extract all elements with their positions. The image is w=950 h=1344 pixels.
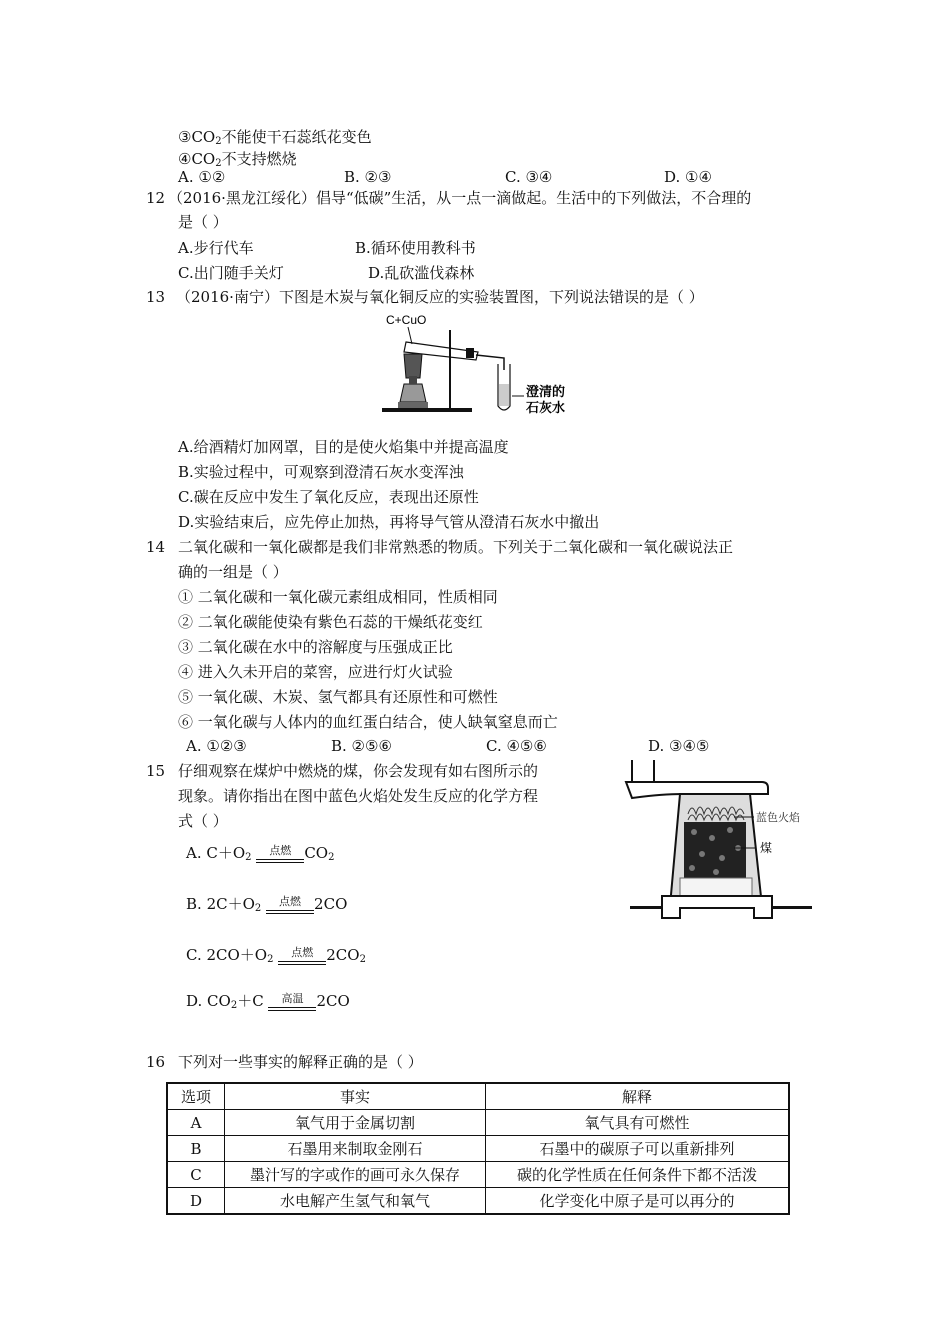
q15-number: 15 <box>146 762 166 780</box>
table-cell: 氧气用于金属切割 <box>225 1110 486 1136</box>
q14-text-line2: 确的一组是（ ） <box>178 563 288 581</box>
table-cell: A <box>167 1110 225 1136</box>
table-row <box>167 1136 789 1162</box>
table-cell: 石墨用来制取金刚石 <box>225 1136 486 1162</box>
reaction-condition-arrow: 点燃 <box>266 895 314 915</box>
table-row <box>167 1188 789 1215</box>
figure-label-coal: 煤 <box>760 841 773 855</box>
figure-label-limewater-1: 澄清的 <box>526 384 566 399</box>
q12-option-b: B.循环使用教科书 <box>355 239 476 257</box>
q11-option-d: D. ①④ <box>664 168 712 186</box>
table-row <box>167 1110 789 1136</box>
q13-option-d: D.实验结束后，应先停止加热，再将导气管从澄清石灰水中撤出 <box>178 513 600 531</box>
reaction-condition-arrow: 高温 <box>268 992 316 1012</box>
q15-text-line3: 式（ ） <box>178 812 228 830</box>
q15-option-d: D. $CO_2+C$ 高温 2CO <box>186 992 350 1011</box>
table-cell: 石墨中的碳原子可以重新排列 <box>486 1136 790 1162</box>
q12-option-d: D.乱砍滥伐森林 <box>368 264 475 282</box>
q11-statement-4: $④CO_2$不支持燃烧 <box>178 150 297 169</box>
q14-option-c: C. ④⑤⑥ <box>486 737 547 755</box>
q16-number: 16 <box>146 1053 166 1071</box>
table-header-explanation: 解释 <box>486 1083 790 1110</box>
q15-text-line2: 现象。请你指出在图中蓝色火焰处发生反应的化学方程 <box>178 787 539 805</box>
table-cell: 水电解产生氢气和氧气 <box>225 1188 486 1215</box>
table-cell: D <box>167 1188 225 1215</box>
table-header-fact: 事实 <box>225 1083 486 1110</box>
q14-statement-3: ③ 二氧化碳在水中的溶解度与压强成正比 <box>178 638 453 656</box>
figure-label-blue-flame: 蓝色火焰 <box>756 812 800 824</box>
figure-label-c-cuo: C+CuO <box>386 313 427 327</box>
q15-option-c: C. $2CO+O_2$ 点燃 $2CO_2$ <box>186 946 366 965</box>
q11-option-c: C. ③④ <box>505 168 553 186</box>
figure-label-limewater-2: 石灰水 <box>526 400 566 415</box>
q11-statement-3: $③CO_2$不能使干石蕊纸花变色 <box>178 128 372 147</box>
q11-option-b: B. ②③ <box>344 168 392 186</box>
carbon-copper-oxide-apparatus-figure <box>378 310 578 420</box>
q14-statement-5: ⑤ 一氧化碳、木炭、氢气都具有还原性和可燃性 <box>178 688 498 706</box>
q15-option-b: B. $2C+O_2$ 点燃 2CO <box>186 895 348 914</box>
reaction-condition-arrow: 点燃 <box>278 946 326 966</box>
q12-number: 12 <box>146 189 166 207</box>
q14-text-line1: 二氧化碳和一氧化碳都是我们非常熟悉的物质。下列关于二氧化碳和一氧化碳说法正 <box>178 538 734 556</box>
q13-option-a: A.给酒精灯加网罩，目的是使火焰集中并提高温度 <box>178 438 509 456</box>
table-header-option: 选项 <box>167 1083 225 1110</box>
q13-option-c: C.碳在反应中发生了氧化反应，表现出还原性 <box>178 488 479 506</box>
table-cell: C <box>167 1162 225 1188</box>
q14-number: 14 <box>146 538 166 556</box>
q13-option-b: B.实验过程中，可观察到澄清石灰水变浑浊 <box>178 463 464 481</box>
coal-stove-figure <box>622 758 812 924</box>
facts-explanation-table <box>166 1082 790 1215</box>
q12-text-line1: （2016·黑龙江绥化）倡导“低碳”生活，从一点一滴做起。生活中的下列做法，不合理的 <box>168 189 752 207</box>
table-row <box>167 1162 789 1188</box>
table-header-row <box>167 1083 789 1110</box>
q14-option-b: B. ②⑤⑥ <box>331 737 392 755</box>
q12-option-a: A.步行代车 <box>178 239 254 257</box>
q14-option-d: D. ③④⑤ <box>648 737 710 755</box>
q11-option-a: A. ①② <box>178 168 226 186</box>
reaction-condition-arrow: 点燃 <box>256 844 304 864</box>
q12-option-c: C.出门随手关灯 <box>178 264 284 282</box>
q13-number: 13 <box>146 288 166 306</box>
q14-option-a: A. ①②③ <box>186 737 247 755</box>
table-cell: 化学变化中原子是可以再分的 <box>486 1188 790 1215</box>
q14-statement-6: ⑥ 一氧化碳与人体内的血红蛋白结合，使人缺氧窒息而亡 <box>178 713 558 731</box>
q16-text: 下列对一些事实的解释正确的是（ ） <box>178 1053 423 1071</box>
q14-statement-4: ④ 进入久未开启的菜窖，应进行灯火试验 <box>178 663 453 681</box>
q14-statement-1: ① 二氧化碳和一氧化碳元素组成相同，性质相同 <box>178 588 498 606</box>
q14-statement-2: ② 二氧化碳能使染有紫色石蕊的干燥纸花变红 <box>178 613 483 631</box>
q13-text: （2016·南宁）下图是木炭与氧化铜反应的实验装置图，下列说法错误的是（ ） <box>176 288 704 306</box>
table-cell: 碳的化学性质在任何条件下都不活泼 <box>486 1162 790 1188</box>
table-cell: B <box>167 1136 225 1162</box>
table-cell: 墨汁写的字或作的画可永久保存 <box>225 1162 486 1188</box>
q15-text-line1: 仔细观察在煤炉中燃烧的煤，你会发现有如右图所示的 <box>178 762 539 780</box>
q15-option-a: A. $C+O_2$ 点燃 $CO_2$ <box>186 844 335 863</box>
table-cell: 氧气具有可燃性 <box>486 1110 790 1136</box>
q12-text-line2: 是（ ） <box>178 213 228 231</box>
